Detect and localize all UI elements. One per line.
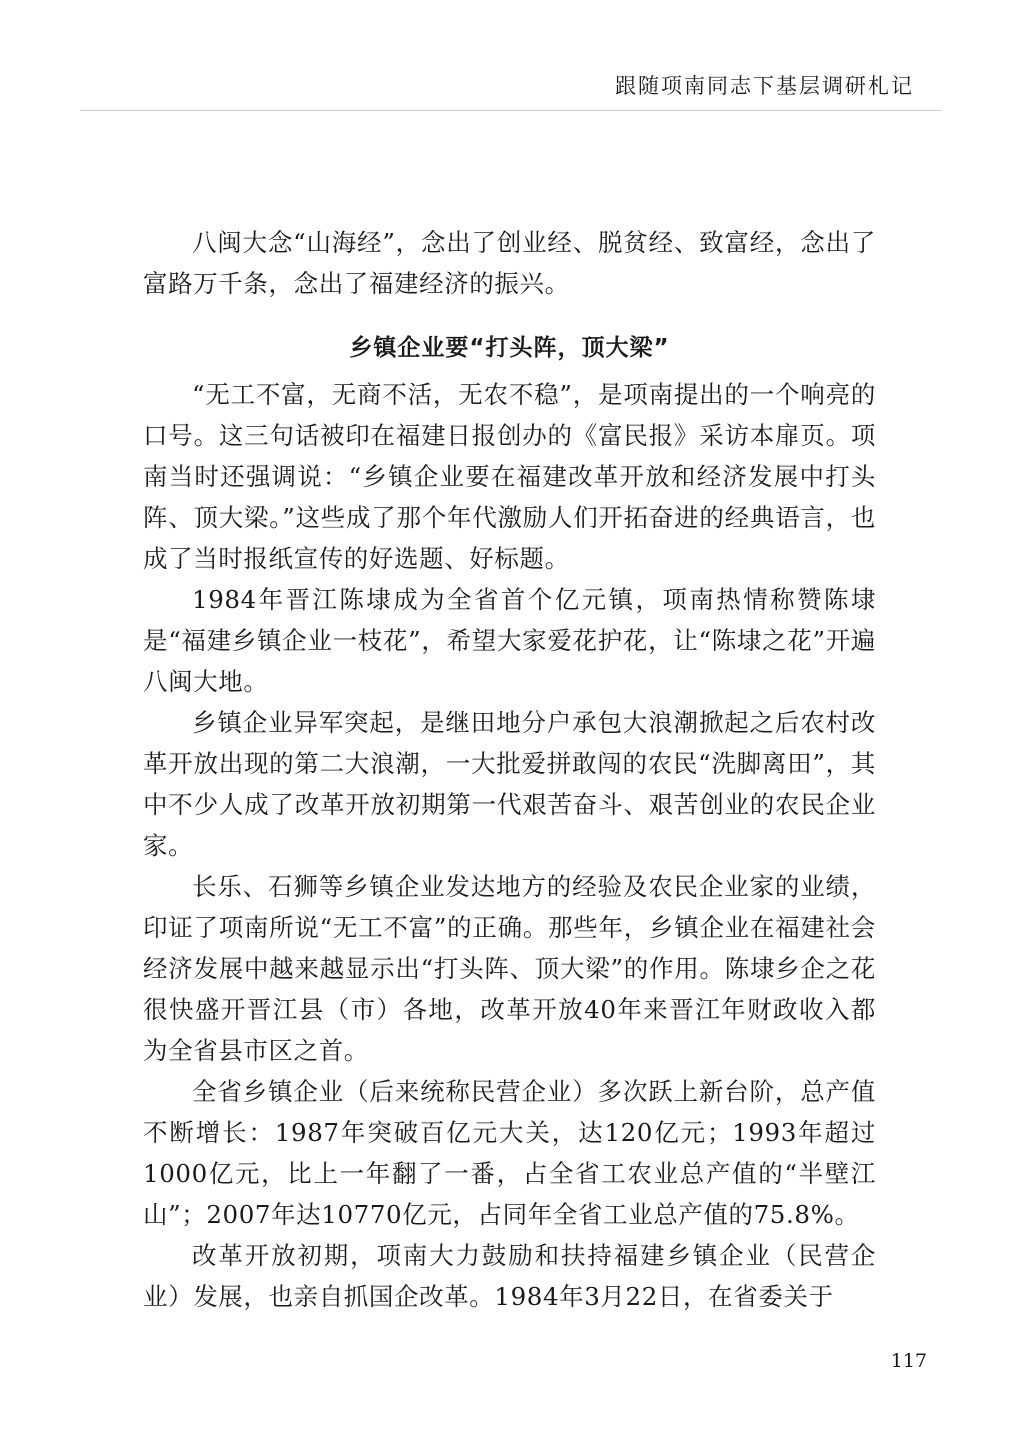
intro-paragraph: 八闽大念“山海经”，念出了创业经、脱贫经、致富经，念出了富路万千条，念出了福建经济的振兴。 [143,228,876,298]
body-paragraph: 1984年晋江陈埭成为全省首个亿元镇，项南热情称赞陈埭是“福建乡镇企业一枝花”，希望大家爱花护花，让“陈埭之花”开遍八闽大地。 [143,585,876,696]
body-paragraph: 改革开放初期，项南大力鼓励和扶持福建乡镇企业（民营企业）发展，也亲自抓国企改革。1984年3月22日，在省委关于 [143,1241,876,1311]
section-heading: 乡镇企业要“打头阵，顶大梁” [349,335,670,361]
running-header: 跟随项南同志下基层调研札记 [615,74,914,98]
body-paragraph: 乡镇企业异军突起，是继田地分户承包大浪潮掀起之后农村改革开放出现的第二大浪潮，一大批爱拼敢闯的农民“洗脚离田”，其中不少人成了改革开放初期第一代艰苦奋斗、艰苦创业的农民企业家。 [143,708,876,860]
page-number: 117 [890,1350,927,1372]
body-paragraph: “无工不富，无商不活，无农不稳”，是项南提出的一个响亮的口号。这三句话被印在福建日报创办的《富民报》采访本扉页。项南当时还强调说：“乡镇企业要在福建改革开放和经济发展中打头阵、顶大梁。”这些成了那个年代激励人们开拓奋进的经典语言，也成了当时报纸宣传的好选题、好标题。 [143,380,876,573]
header-divider [80,110,942,111]
body-paragraph: 长乐、石狮等乡镇企业发达地方的经验及农民企业家的业绩，印证了项南所说“无工不富”的正确。那些年，乡镇企业在福建社会经济发展中越来越显示出“打头阵、顶大梁”的作用。陈埭乡企之花很快盛开晋江县（市）各地，改革开放40年来晋江年财政收入都为全省县市区之首。 [143,872,876,1065]
body-paragraph: 全省乡镇企业（后来统称民营企业）多次跃上新台阶，总产值不断增长：1987年突破百亿元大关，达120亿元；1993年超过1000亿元，比上一年翻了一番，占全省工农业总产值的“半壁江山”；2007年达10770亿元，占同年全省工业总产值的75.8%。 [143,1077,876,1229]
page-body [143,222,876,1317]
